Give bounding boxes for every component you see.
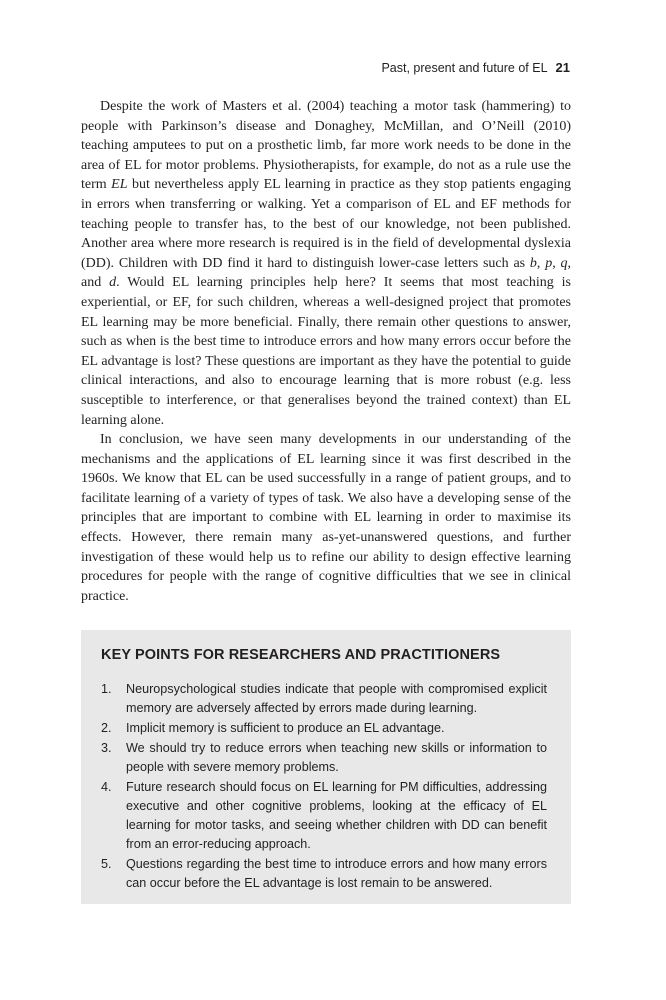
term-el-emphasis: EL [111,177,128,193]
key-points-list [101,680,551,893]
key-point-text: We should try to reduce errors when teaching new skills or information to people with severe memory problems. [126,741,547,774]
key-point-number: 5. [101,857,112,871]
paragraph-1-part-1: Despite the work of Masters et al. (2004) teaching a motor task (hammering) to people with Parkinson’s disease and Donaghey, McMillan, and O’Neill (2010) teaching amputees to put on a prosthetic limb, far more work needs to be done in the area of EL for motor problems. Physiotherapists, for example, do not as a rule use the term [81,99,571,193]
key-points-title: KEY POINTS FOR RESEARCHERS AND PRACTITIONERS [101,647,501,663]
key-point-item [101,778,551,854]
key-point-text: Future research should focus on EL learning for PM difficulties, addressing executive and other cognitive problems, looking at the efficacy of EL learning for motor tasks, and seeing whether children with DD can benefit from an error-reducing approach. [126,780,547,851]
key-point-text: Neuropsychological studies indicate that people with compromised explicit memory are adversely affected by errors made during learning. [126,682,547,715]
key-point-item [101,739,551,777]
key-point-item [101,855,551,893]
separator: , [552,255,561,271]
key-points-box [81,630,571,904]
letter-q: q [560,255,568,271]
paragraph-1-part-3: . Would EL learning principles help here? It seems that most teaching is experiential, or EF, for such children, whereas a well-designed project that promotes EL learning may be more beneficial. Finally, there remain other questions to answer, such as when is the best time to introduce errors and how many errors occur before the EL advantage is lost? These questions are important as they have the potential to guide clinical interactions, and also to encourage learning that is more robust (e.g. less susceptible to interference, or that generalises beyond the trained context) than EL learning alone. [81,275,571,428]
letter-p: p [545,255,553,271]
key-point-number: 3. [101,741,112,755]
key-point-number: 1. [101,682,112,696]
key-point-text: Implicit memory is sufficient to produce an EL advantage. [126,721,445,735]
body-text [81,97,571,606]
key-point-text: Questions regarding the best time to introduce errors and how many errors can occur before the EL advantage is lost remain to be answered. [126,857,547,890]
key-point-item [101,719,551,738]
letter-b: b [529,255,537,271]
separator: , [536,255,546,271]
paragraph-2: In conclusion, we have seen many developments in our understanding of the mechanisms and the applications of EL learning since it was first described in the 1960s. We know that EL can be used successfully in a range of patient groups, and to facilitate learning of a variety of types of task. We also have a developing sense of the principles that are important to combine with EL learning in order to maximise its effects. However, there remain many as-yet-unanswered questions, and further investigation of these would help us to refine our ability to design effective learning procedures for people with the range of cognitive difficulties that we see in clinical practice. [81,432,571,604]
running-head [381,60,570,75]
running-title: Past, present and future of EL [381,61,548,75]
key-point-item [101,680,551,718]
paragraph-1 [81,97,571,430]
separator: , and [81,255,571,291]
key-point-number: 4. [101,780,112,794]
page-number: 21 [555,60,570,75]
paragraph-1-part-2: but nevertheless apply EL learning in practice as they stop patients engaging in errors when transferring or walking. Yet a comparison of EL and EF methods for teaching people to transfer has, to the best of our knowledge, not been published. Another area where more research is required is in the field of developmental dyslexia (DD). Children with DD find it hard to distinguish lower-case letters such as [81,177,572,271]
letter-d: d [109,275,117,291]
key-point-number: 2. [101,721,112,735]
